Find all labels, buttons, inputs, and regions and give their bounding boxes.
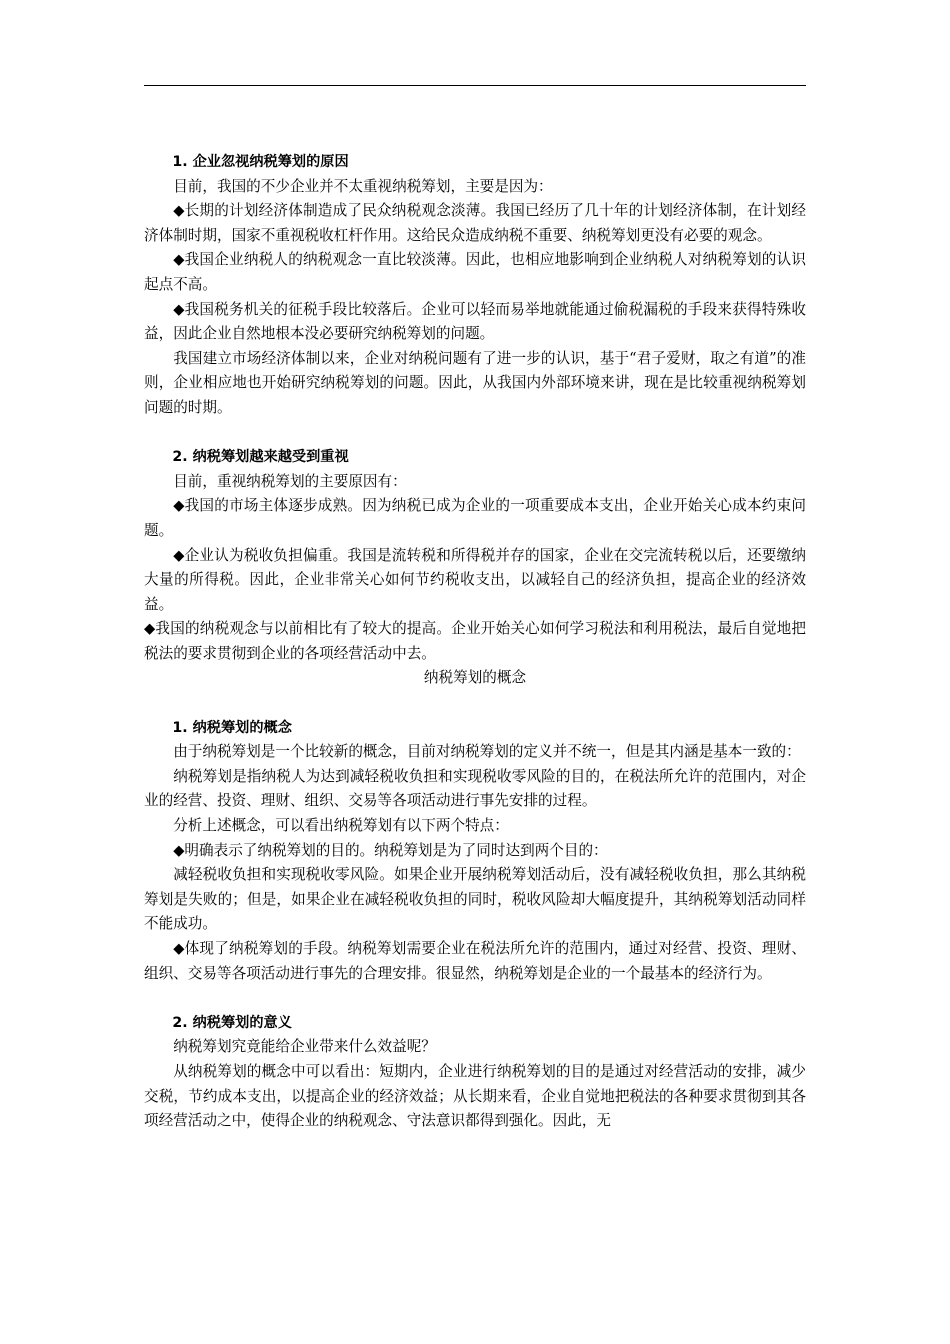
bullet-paragraph: ◆我国的市场主体逐步成熟。因为纳税已成为企业的一项重要成本支出，企业开始关心成本约束问题。 [144,497,806,539]
bullet-paragraph: ◆我国企业纳税人的纳税观念一直比较淡薄。因此，也相应地影响到企业纳税人对纳税筹划的认识起点不高。 [144,251,806,293]
paragraph: 纳税筹划究竟能给企业带来什么效益呢？ [173,1038,436,1056]
bullet-paragraph: ◆体现了纳税筹划的手段。纳税筹划需要企业在税法所允许的范围内，通过对经营、投资、理财、组织、交易等各项活动进行事先的合理安排。很显然，纳税筹划是企业的一个最基本的经济行为。 [144,940,806,982]
bullet-paragraph: ◆我国的纳税观念与以前相比有了较大的提高。企业开始关心如何学习税法和利用税法，最后自觉地把税法的要求贯彻到企业的各项经营活动中去。 [144,620,806,662]
bullet-paragraph: ◆长期的计划经济体制造成了民众纳税观念淡薄。我国已经历了几十年的计划经济体制，在计划经济体制时期，国家不重视税收杠杆作用。这给民众造成纳税不重要、纳税筹划更没有必要的观念。 [144,202,806,244]
paragraph: 纳税筹划是指纳税人为达到减轻税收负担和实现税收零风险的目的，在税法所允许的范围内，对企业的经营、投资、理财、组织、交易等各项活动进行事先安排的过程。 [144,767,806,810]
paragraph: 减轻税收负担和实现税收零风险。如果企业开展纳税筹划活动后，没有减轻税收负担，那么其纳税筹划是失败的；但是，如果企业在减轻税收负担的同时，税收风险却大幅度提升，其纳税筹划活动同样不能成功。 [144,866,806,933]
header-rule [144,85,806,86]
section-heading: 2. 纳税筹划的意义 [172,1014,292,1031]
bullet-paragraph: ◆明确表示了纳税筹划的目的。纳税筹划是为了同时达到两个目的： [173,841,608,859]
paragraph: 分析上述概念，可以看出纳税筹划有以下两个特点： [173,817,509,835]
paragraph: 目前，重视纳税筹划的主要原因有： [173,472,407,490]
document-body [144,150,806,1134]
paragraph: 从纳税筹划的概念中可以看出：短期内，企业进行纳税筹划的目的是通过对经营活动的安排，减少交税，节约成本支出，以提高企业的经济效益；从长期来看，企业自觉地把税法的各种要求贯彻到其各项经营活动之中，使得企业的纳税观念、守法意识都得到强化。因此，无 [144,1062,806,1130]
section-heading: 1. 企业忽视纳税筹划的原因 [172,154,349,170]
bullet-paragraph: ◆我国税务机关的征税手段比较落后。企业可以轻而易举地就能通过偷税漏税的手段来获得特殊收益，因此企业自然地根本没必要研究纳税筹划的问题。 [144,300,806,343]
paragraph: 我国建立市场经济体制以来，企业对纳税问题有了进一步的认识，基于“君子爱财，取之有道”的准则，企业相应地也开始研究纳税筹划的问题。因此，从我国内外部环境来讲，现在是比较重视纳税筹划问题的时期。 [144,349,806,416]
chapter-title: 纳税筹划的概念 [423,669,527,687]
section-heading: 2. 纳税筹划越来越受到重视 [172,449,349,466]
paragraph: 目前，我国的不少企业并不太重视纳税筹划，主要是因为： [173,177,553,195]
section-heading: 1. 纳税筹划的概念 [172,719,292,736]
paragraph: 由于纳税筹划是一个比较新的概念，目前对纳税筹划的定义并不统一，但是其内涵是基本一致的： [173,743,801,761]
bullet-paragraph: ◆企业认为税收负担偏重。我国是流转税和所得税并存的国家，企业在交完流转税以后，还要缴纳大量的所得税。因此，企业非常关心如何节约税收支出，以减轻自己的经济负担，提高企业的经济效益。 [144,546,806,613]
